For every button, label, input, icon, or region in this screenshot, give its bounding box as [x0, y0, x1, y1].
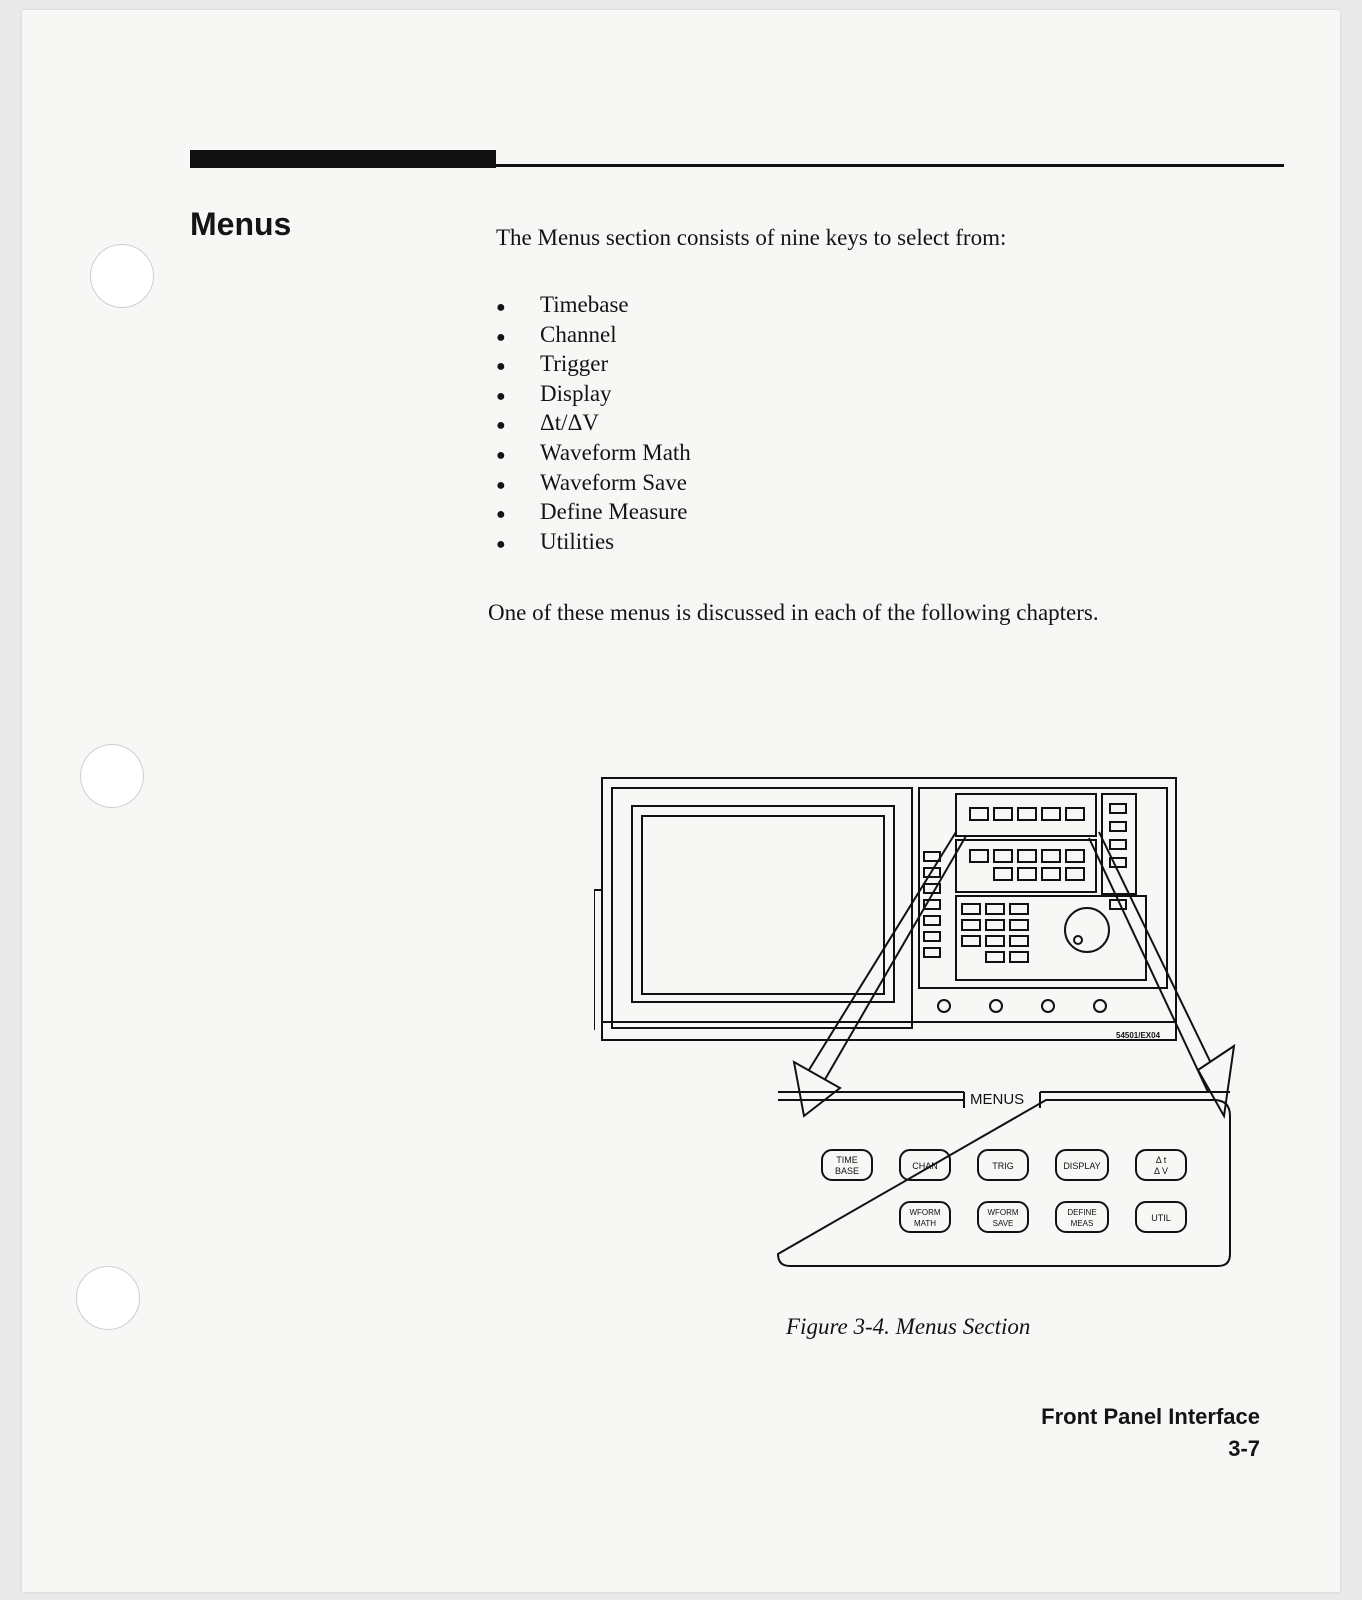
menu-button-display	[1056, 1150, 1108, 1180]
menu-button-delta	[1136, 1150, 1186, 1180]
intro-paragraph: The Menus section consists of nine keys to select from:	[496, 225, 1007, 250]
punch-hole-bottom	[76, 1266, 140, 1330]
header-rule-thin	[496, 164, 1284, 167]
svg-text:DEFINE: DEFINE	[1067, 1208, 1097, 1217]
bullet-icon: ●	[496, 476, 506, 494]
menu-button-utilities	[1136, 1202, 1186, 1232]
svg-text:BASE: BASE	[834, 1166, 860, 1176]
svg-text:SAVE: SAVE	[992, 1219, 1014, 1228]
oscilloscope-illustration	[594, 778, 1176, 1040]
bullet-icon: ●	[496, 387, 506, 405]
list-item: ● Waveform Math	[496, 438, 691, 468]
svg-text:MEAS: MEAS	[1070, 1219, 1094, 1228]
header-rule-thick	[190, 150, 496, 168]
menus-section-figure	[594, 770, 1274, 1300]
menu-key-list	[496, 290, 691, 556]
bullet-icon: ●	[496, 358, 506, 376]
list-item: ● Trigger	[496, 349, 691, 379]
figure-caption: Figure 3-4. Menus Section	[786, 1314, 1031, 1339]
list-item: ● Define Measure	[496, 497, 691, 527]
panel-label: MENUS	[970, 1091, 1025, 1108]
svg-text:UTIL: UTIL	[1151, 1213, 1171, 1223]
menu-button-channel	[900, 1150, 950, 1180]
bullet-icon: ●	[496, 328, 506, 346]
section-title: Menus	[190, 206, 292, 242]
svg-text:TRIG: TRIG	[992, 1161, 1014, 1171]
punch-hole-middle	[80, 744, 144, 808]
closing-paragraph: One of these menus is discussed in each of the following chapters.	[488, 600, 1099, 625]
footer-page-number: 3-7	[1228, 1436, 1260, 1461]
svg-text:Δ t: Δ t	[1155, 1155, 1167, 1165]
menu-button-waveform-math	[900, 1202, 950, 1232]
svg-text:Δ V: Δ V	[1153, 1166, 1169, 1176]
bullet-icon: ●	[496, 299, 506, 316]
bullet-icon: ●	[496, 506, 506, 524]
menu-button-define-measure	[1056, 1202, 1108, 1232]
svg-text:WFORM: WFORM	[909, 1208, 941, 1217]
svg-text:MATH: MATH	[913, 1219, 937, 1228]
svg-text:DISPLAY: DISPLAY	[1063, 1161, 1101, 1171]
menu-button-timebase	[822, 1150, 872, 1180]
list-item: ● Utilities	[496, 527, 691, 557]
list-item: ● Display	[496, 379, 691, 409]
svg-text:CHAN: CHAN	[912, 1161, 938, 1171]
menu-button-waveform-save	[978, 1202, 1028, 1232]
list-item: ● Δt/ΔV	[496, 408, 691, 438]
menu-button-trigger	[978, 1150, 1028, 1180]
list-item: ● Waveform Save	[496, 468, 691, 498]
bullet-icon: ●	[496, 417, 506, 435]
bullet-icon: ●	[496, 535, 506, 553]
svg-text:TIME: TIME	[836, 1155, 858, 1165]
svg-text:WFORM: WFORM	[987, 1208, 1019, 1217]
bullet-icon: ●	[496, 446, 506, 464]
punch-hole-top	[90, 244, 154, 308]
list-item: ● Channel	[496, 320, 691, 350]
footer-chapter-title: Front Panel Interface	[1041, 1404, 1260, 1429]
list-item: ● Timebase	[496, 290, 691, 320]
part-number: 54501/EX04	[1116, 1031, 1161, 1040]
